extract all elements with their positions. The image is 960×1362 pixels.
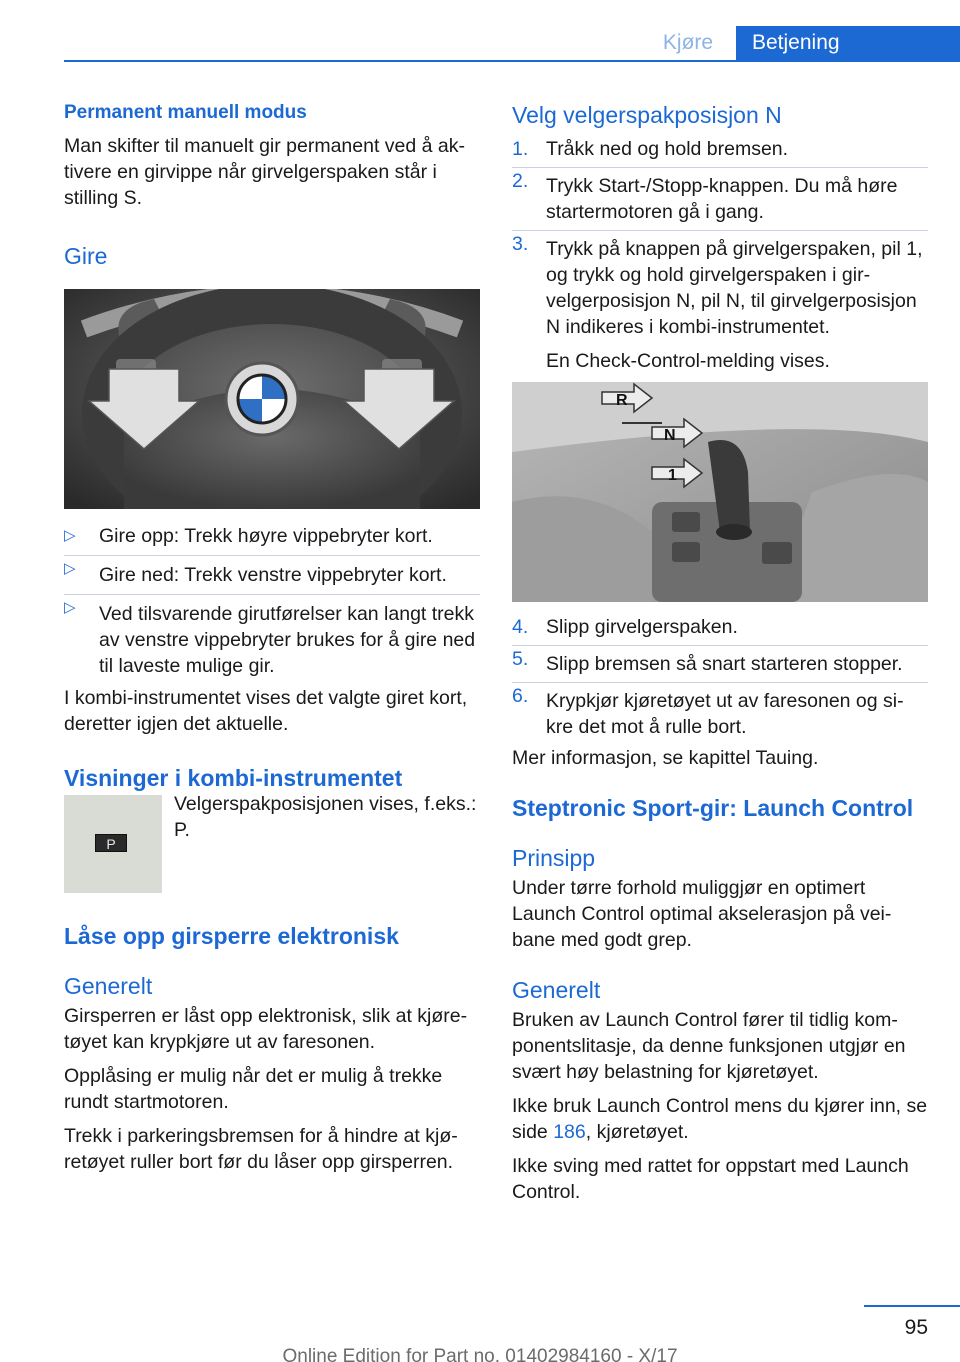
heading-steptronic: Steptronic Sport-gir: Launch Control xyxy=(512,795,914,821)
display-indicator-image xyxy=(64,795,162,893)
gear-p-display: P xyxy=(95,834,127,852)
heading-permanent-manual: Permanent manuell modus xyxy=(64,102,307,123)
footer-edition: Online Edition for Part no. 01402984160 - X/17 xyxy=(282,1346,678,1362)
steering-wheel-image xyxy=(64,289,480,509)
triangle-bullet-icon: ▷ xyxy=(64,599,76,616)
list-item: 3. Trykk på knappen på girvelgerspaken, pil 1, og trykk og hold girvelgerspaken i gir‐ velgerposisjon N, pil N, til girvelgerposisjon N indikeres i kombi-instrumentet. En Check-Control-melding vises. xyxy=(512,230,928,374)
heading-generelt-left: Generelt xyxy=(64,973,153,999)
steps-list-b xyxy=(512,614,928,740)
heading-generelt-right: Generelt xyxy=(512,977,601,1003)
generelt-left-p2: Opplåsing er mulig når det er mulig å trekke rundt startmotoren. xyxy=(64,1065,443,1113)
heading-prinsipp: Prinsipp xyxy=(512,845,596,871)
arrow-label-r: R xyxy=(616,392,628,409)
visninger-block xyxy=(64,795,480,921)
arrow-label-1: 1 xyxy=(668,467,677,484)
heading-lase-opp: Låse opp girsperre elektronisk xyxy=(64,923,399,949)
list-item: 5. Slipp bremsen så snart starteren stopper. xyxy=(512,645,928,677)
generelt-right-p2: Ikke bruk Launch Control mens du kjører inn, se side 186, kjøretøyet. xyxy=(512,1095,928,1143)
steering-wheel-illustration xyxy=(64,289,480,509)
heading-visninger: Visninger i kombi‐instrumentet xyxy=(64,765,403,791)
heading-gire: Gire xyxy=(64,243,108,269)
tab-betjening[interactable]: Betjening xyxy=(736,26,960,62)
triangle-bullet-icon: ▷ xyxy=(64,527,76,544)
heading-velg-n: Velg velgerspakposisjon N xyxy=(512,102,782,128)
prinsipp-text: Under tørre forhold muliggjør en optimert Launch Control optimal akselerasjon på vei‐ bane med godt grep. xyxy=(512,877,892,951)
arrow-label-n: N xyxy=(664,427,676,444)
step3-note: En Check-Control-melding vises. xyxy=(546,350,830,372)
tab-kjore[interactable]: Kjøre xyxy=(662,31,714,54)
right-column xyxy=(512,100,928,1205)
visninger-text: Velgerspakposisjonen vises, f.eks.: P. xyxy=(174,793,477,841)
list-item: ▷ Gire ned: Trekk venstre vippebryter kort. xyxy=(64,555,480,588)
gear-selector-image xyxy=(512,382,928,602)
generelt-left-p3: Trekk i parkeringsbremsen for å hindre at kjø‐ retøyet ruller bort før du låser opp girsperren. xyxy=(64,1125,458,1173)
page-link-186[interactable]: 186 xyxy=(553,1121,586,1143)
generelt-left-p1: Girsperren er låst opp elektronisk, slik at kjøre‐ tøyet kan krypkjøre ut av faresonen. xyxy=(64,1005,468,1053)
header-rule xyxy=(64,60,960,62)
list-item: 4. Slipp girvelgerspaken. xyxy=(512,616,738,638)
list-item: 1. Tråkk ned og hold bremsen. xyxy=(512,138,789,160)
gire-bullet-list xyxy=(64,523,480,679)
page-header xyxy=(0,0,960,62)
footer-rule xyxy=(864,1305,960,1307)
steps-list-a xyxy=(512,136,928,374)
page-number: 95 xyxy=(904,1316,928,1339)
list-item: ▷ Ved tilsvarende girutførelser kan langt trekk av venstre vippebryter brukes for å gire ned til laveste mulige gir. xyxy=(64,594,480,679)
list-item: 2. Trykk Start-/Stopp-knappen. Du må høre startermotoren gå i gang. xyxy=(512,167,928,225)
list-item: 6. Krypkjør kjøretøyet ut av faresonen og si‐ kre det mot å rulle bort. xyxy=(512,682,928,740)
generelt-right-p1: Bruken av Launch Control fører til tidlig kom‐ ponentslitasje, da denne funksjonen utgjør en svært høy belastning for kjøretøyet. xyxy=(512,1009,906,1083)
list-item: ▷ Gire opp: Trekk høyre vippebryter kort. xyxy=(64,525,433,547)
left-column xyxy=(64,100,480,1175)
gire-after-text: I kombi-instrumentet vises det valgte giret kort, deretter igjen det aktuelle. xyxy=(64,687,468,735)
generelt-right-p3: Ikke sving med rattet for oppstart med Launch Control. xyxy=(512,1155,909,1203)
triangle-bullet-icon: ▷ xyxy=(64,560,76,577)
gear-selector-illustration xyxy=(512,382,928,602)
mer-info-text: Mer informasjon, se kapittel Tauing. xyxy=(512,747,819,769)
permanent-text: Man skifter til manuelt gir permanent ved å ak‐ tivere en girvippe når girvelgerspaken står i stilling S. xyxy=(64,135,466,209)
